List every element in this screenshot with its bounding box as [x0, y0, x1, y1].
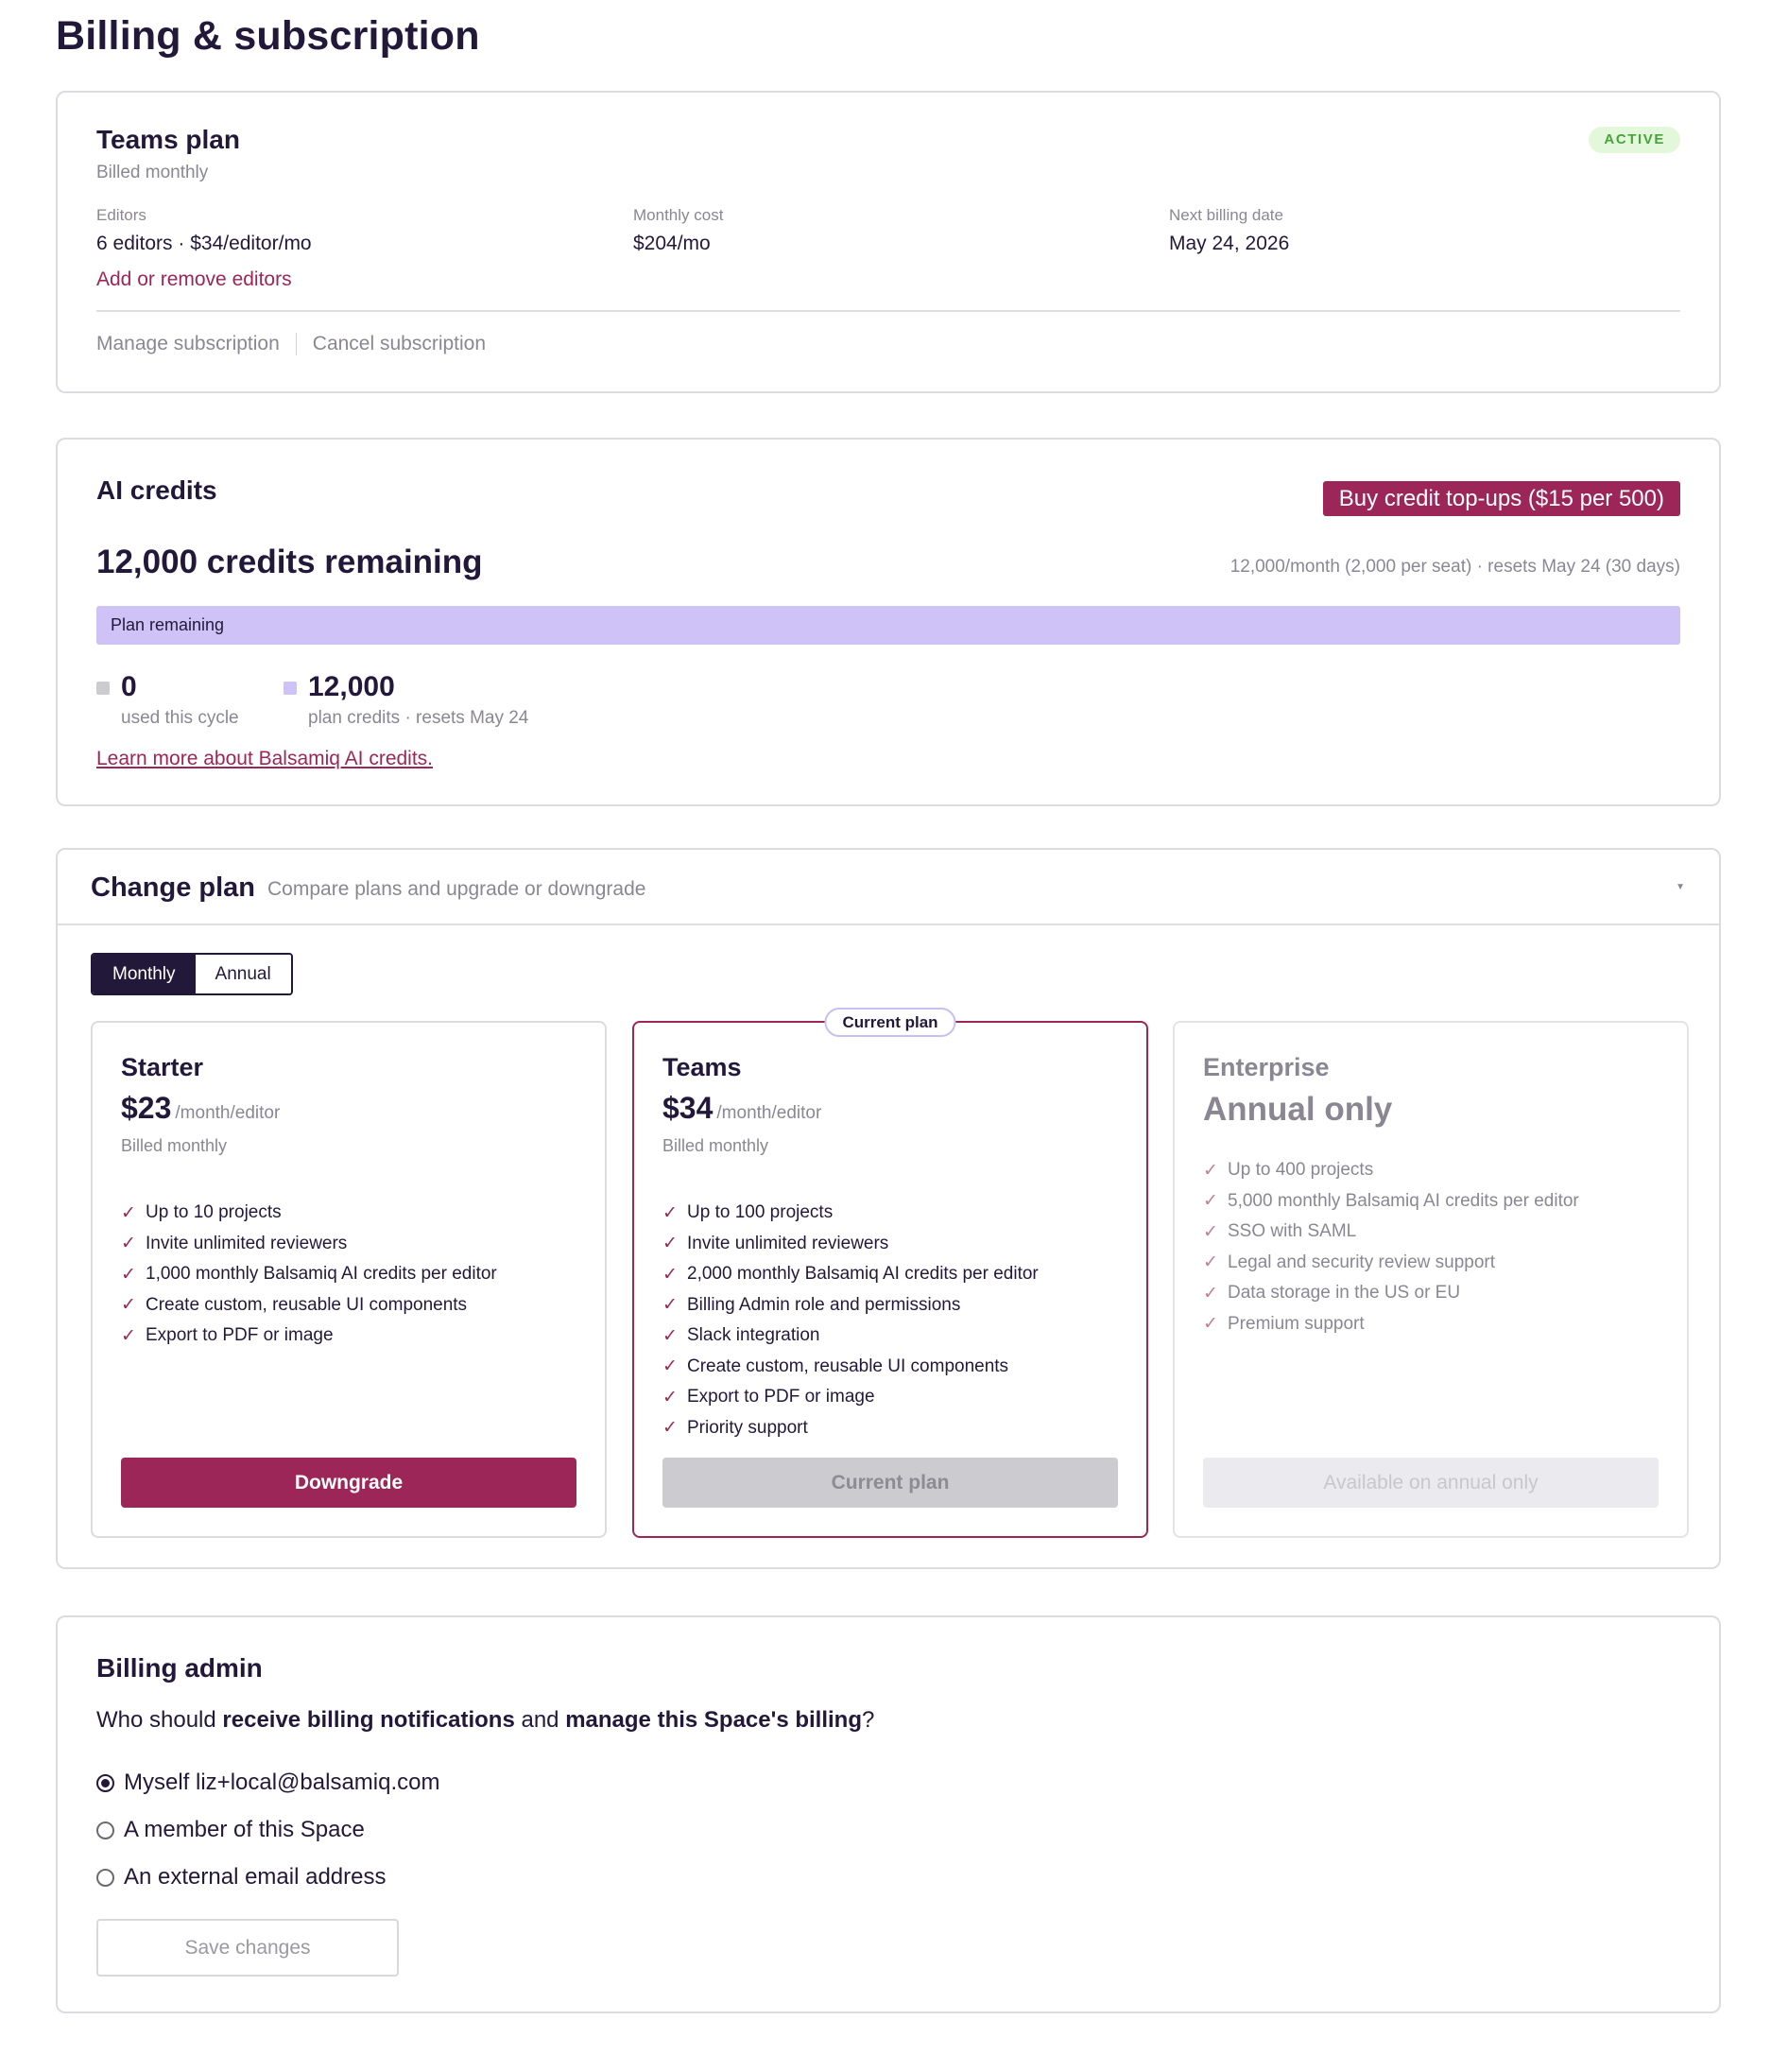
monthly-cost-stat — [633, 206, 723, 255]
price-unit: /month/editor — [716, 1103, 822, 1123]
feature-list — [662, 1198, 1039, 1443]
billing-admin-card — [56, 1615, 1721, 2013]
feature-item: ✓ Create custom, reusable UI components — [121, 1294, 468, 1316]
check-icon: ✓ — [121, 1264, 136, 1285]
billing-admin-title: Billing admin — [96, 1653, 263, 1683]
tier-price — [121, 1091, 280, 1126]
feature-item: ✓ Create custom, reusable UI components — [662, 1355, 1009, 1377]
radio-label: Myself liz+local@balsamiq.com — [124, 1770, 440, 1795]
radio-label: A member of this Space — [124, 1817, 365, 1842]
downgrade-button[interactable]: Downgrade — [121, 1458, 576, 1508]
plan-billing-period: Billed monthly — [96, 163, 209, 182]
credits-progress-bar — [96, 606, 1680, 645]
feature-list — [1203, 1155, 1579, 1339]
check-icon: ✓ — [121, 1295, 136, 1316]
feature-item: ✓ 5,000 monthly Balsamiq AI credits per editor — [1203, 1190, 1579, 1212]
check-icon: ✓ — [662, 1418, 678, 1439]
used-legend — [96, 670, 239, 729]
change-plan-header[interactable] — [58, 850, 1719, 925]
radio-button[interactable] — [96, 1869, 114, 1887]
tier-name: Enterprise — [1203, 1053, 1330, 1081]
monthly-cost-label: Monthly cost — [633, 206, 724, 224]
plan-name: Teams plan — [96, 125, 240, 154]
editors-value: 6 editors · $34/editor/mo — [96, 233, 312, 254]
learn-more-ai-credits-link[interactable]: Learn more about Balsamiq AI credits. — [96, 748, 434, 769]
tier-price-annual-only: Annual only — [1203, 1091, 1393, 1128]
tier-card-starter — [91, 1021, 607, 1538]
manage-subscription-link[interactable]: Manage subscription — [96, 333, 280, 354]
radio-button[interactable] — [96, 1822, 114, 1839]
check-icon: ✓ — [662, 1234, 678, 1254]
feature-item: ✓ Legal and security review support — [1203, 1252, 1496, 1273]
feature-item: ✓ Up to 400 projects — [1203, 1160, 1374, 1181]
plan-credits-swatch — [284, 682, 297, 695]
credits-remaining: 12,000 credits remaining — [96, 544, 483, 580]
chevron-down-icon[interactable]: ▼ — [1676, 882, 1685, 892]
feature-item: ✓ Invite unlimited reviewers — [121, 1233, 348, 1254]
radio-option-myself[interactable] — [96, 1770, 439, 1796]
price-amount: $34 — [662, 1091, 714, 1125]
editors-stat — [96, 206, 312, 291]
separator — [296, 333, 297, 355]
feature-item: ✓ Premium support — [1203, 1313, 1365, 1335]
feature-item: ✓ 1,000 monthly Balsamiq AI credits per editor — [121, 1264, 497, 1285]
feature-item: ✓ SSO with SAML — [1203, 1221, 1357, 1242]
check-icon: ✓ — [1203, 1283, 1218, 1304]
add-remove-editors-link[interactable]: Add or remove editors — [96, 268, 292, 290]
feature-list — [121, 1198, 497, 1352]
feature-item: ✓ Data storage in the US or EU — [1203, 1283, 1461, 1304]
check-icon: ✓ — [662, 1356, 678, 1377]
tier-billing-period: Billed monthly — [662, 1136, 769, 1155]
used-value: 0 — [121, 671, 137, 702]
credits-bar-label: Plan remaining — [111, 615, 225, 634]
current-plan-card — [56, 91, 1721, 393]
check-icon: ✓ — [662, 1264, 678, 1285]
subscription-actions — [96, 333, 486, 355]
tier-billing-period: Billed monthly — [121, 1136, 228, 1155]
toggle-annual[interactable]: Annual — [196, 955, 291, 993]
next-billing-value: May 24, 2026 — [1169, 233, 1290, 254]
divider — [96, 310, 1680, 312]
tier-price — [662, 1091, 821, 1126]
next-billing-label: Next billing date — [1169, 206, 1283, 224]
used-label: used this cycle — [121, 708, 239, 728]
editors-label: Editors — [96, 206, 146, 224]
feature-item: ✓ Priority support — [662, 1417, 808, 1439]
used-swatch — [96, 682, 110, 695]
tier-name: Teams — [662, 1053, 742, 1081]
check-icon: ✓ — [1203, 1221, 1218, 1242]
check-icon: ✓ — [662, 1325, 678, 1346]
status-badge: ACTIVE — [1589, 127, 1680, 153]
toggle-monthly[interactable]: Monthly — [93, 955, 196, 993]
change-plan-title: Change plan — [91, 872, 256, 903]
billing-admin-question: Who should receive billing notifications and manage this Space's billing? — [96, 1707, 875, 1733]
plan-credits-legend — [284, 670, 528, 729]
feature-item: ✓ Export to PDF or image — [121, 1325, 334, 1346]
monthly-cost-value: $204/mo — [633, 233, 711, 254]
check-icon: ✓ — [1203, 1314, 1218, 1335]
check-icon: ✓ — [662, 1295, 678, 1316]
check-icon: ✓ — [1203, 1160, 1218, 1181]
available-annual-only-button: Available on annual only — [1203, 1458, 1659, 1508]
check-icon: ✓ — [1203, 1252, 1218, 1273]
tier-card-teams — [632, 1013, 1148, 1538]
radio-label: An external email address — [124, 1864, 387, 1890]
save-changes-button[interactable]: Save changes — [96, 1919, 399, 1977]
price-amount: $23 — [121, 1091, 172, 1125]
ai-credits-card — [56, 438, 1721, 806]
check-icon: ✓ — [1203, 1191, 1218, 1212]
feature-item: ✓ Up to 10 projects — [121, 1202, 282, 1223]
credits-allowance-info: 12,000/month (2,000 per seat) · resets May 24 (30 days) — [1229, 557, 1680, 577]
radio-option-external-email[interactable] — [96, 1864, 386, 1891]
feature-item: ✓ Export to PDF or image — [662, 1387, 875, 1407]
plan-credits-label: plan credits · resets May 24 — [308, 708, 529, 728]
page-title: Billing & subscription — [56, 13, 480, 59]
feature-item: ✓ Invite unlimited reviewers — [662, 1233, 889, 1254]
check-icon: ✓ — [121, 1325, 136, 1346]
current-plan-button: Current plan — [662, 1458, 1118, 1508]
plan-credits-value: 12,000 — [308, 671, 395, 702]
feature-item: ✓ 2,000 monthly Balsamiq AI credits per editor — [662, 1264, 1039, 1285]
buy-credit-topups-button[interactable]: Buy credit top-ups ($15 per 500) — [1323, 481, 1680, 516]
price-unit: /month/editor — [175, 1103, 281, 1123]
next-billing-stat — [1169, 206, 1289, 255]
change-plan-subtitle: Compare plans and upgrade or downgrade — [267, 878, 646, 900]
feature-item: ✓ Up to 100 projects — [662, 1202, 834, 1223]
feature-item: ✓ Slack integration — [662, 1325, 820, 1346]
current-plan-badge: Current plan — [824, 1008, 955, 1037]
ai-credits-title: AI credits — [96, 475, 217, 505]
credits-progress-fill — [96, 606, 1680, 645]
tier-card-enterprise — [1173, 1021, 1689, 1538]
radio-button[interactable] — [96, 1774, 114, 1792]
change-plan-card — [56, 848, 1721, 1569]
check-icon: ✓ — [121, 1234, 136, 1254]
tier-name: Starter — [121, 1053, 204, 1081]
feature-item: ✓ Billing Admin role and permissions — [662, 1294, 961, 1316]
billing-period-toggle — [91, 953, 293, 995]
check-icon: ✓ — [121, 1202, 136, 1223]
check-icon: ✓ — [662, 1202, 678, 1223]
radio-option-space-member[interactable] — [96, 1817, 365, 1843]
check-icon: ✓ — [662, 1387, 678, 1407]
cancel-subscription-link[interactable]: Cancel subscription — [312, 333, 487, 354]
